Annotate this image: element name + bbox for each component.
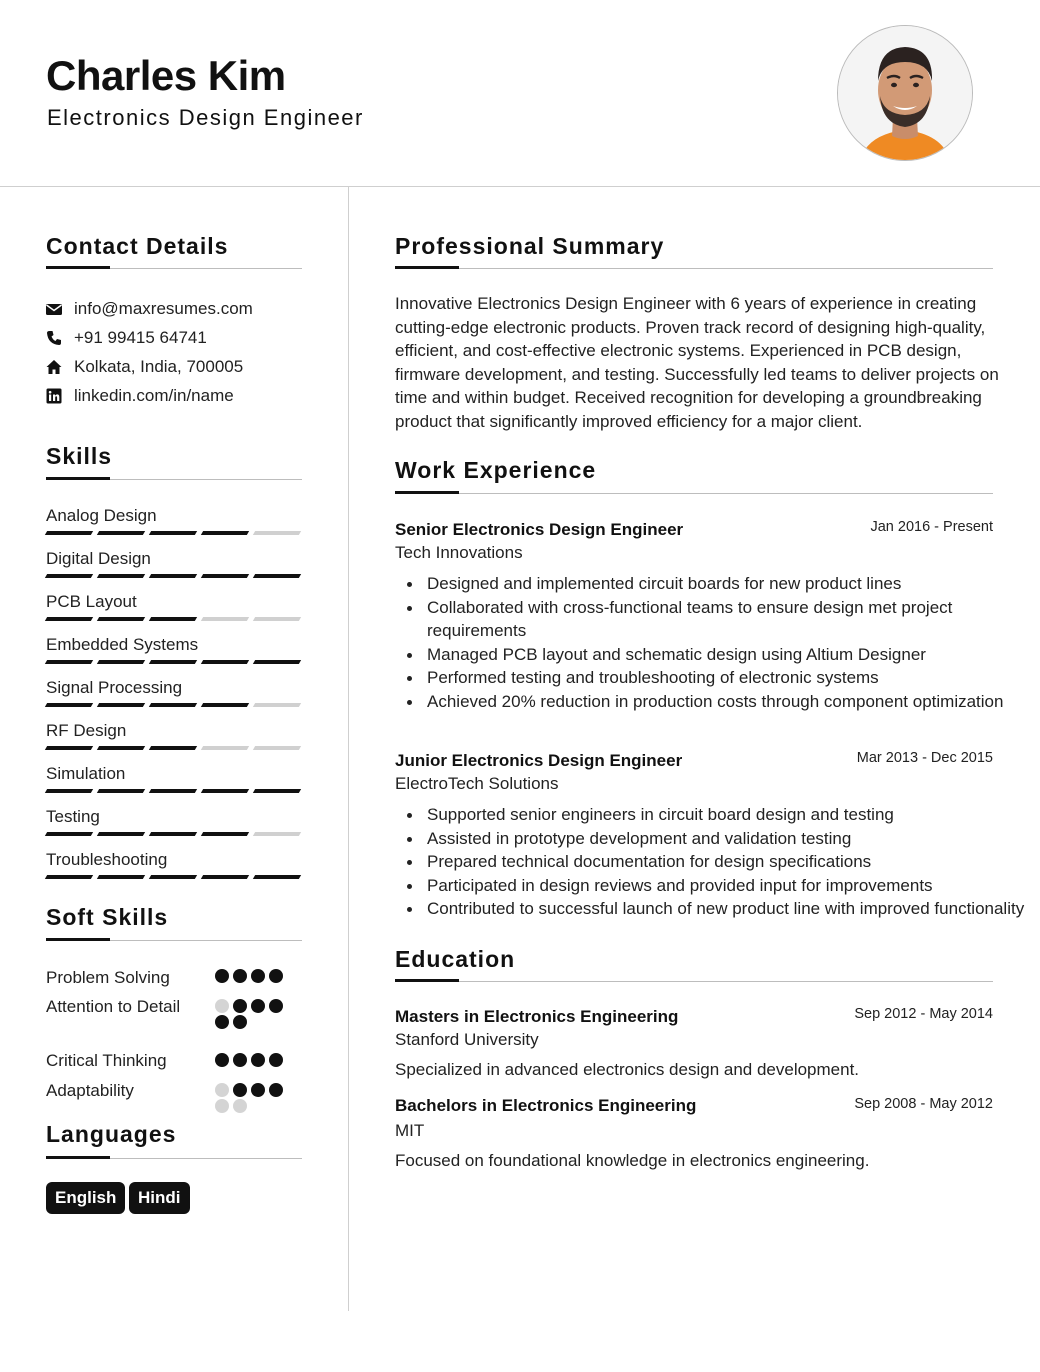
skill-level-segment (201, 875, 249, 879)
skill-level-segment (149, 789, 197, 793)
edu-degree: Masters in Electronics Engineering (395, 1007, 679, 1026)
skill-level-segment (201, 789, 249, 793)
soft-skill-rating (215, 969, 295, 983)
skill-level-bar (46, 617, 302, 621)
skill-label: Digital Design (46, 549, 151, 568)
skill-level-segment (201, 574, 249, 578)
soft-skill-label: Attention to Detail (46, 997, 181, 1016)
languages-heading-rule (46, 1158, 302, 1159)
skill-label: Signal Processing (46, 678, 183, 697)
skill-level-segment (97, 617, 145, 621)
rating-dot (251, 969, 265, 983)
skill-level-segment (97, 660, 145, 664)
skill-label: PCB Layout (46, 592, 137, 611)
skill-item (46, 677, 302, 707)
skill-level-segment (253, 789, 301, 793)
job-company: ElectroTech Solutions (395, 774, 559, 793)
summary-heading: Professional Summary (395, 233, 665, 259)
rating-dot (269, 1083, 283, 1097)
skill-label: Simulation (46, 764, 126, 783)
contact-email[interactable] (46, 299, 253, 319)
skill-level-bar (46, 703, 302, 707)
skill-item (46, 849, 302, 879)
job-bullets (395, 803, 1032, 921)
soft-skills-heading-rule (46, 940, 302, 941)
skill-level-segment (45, 531, 93, 535)
skill-level-segment (253, 660, 301, 664)
language-tag: English (46, 1182, 125, 1214)
soft-skills-heading: Soft Skills (46, 904, 169, 930)
skill-level-segment (97, 746, 145, 750)
experience-heading: Work Experience (395, 457, 597, 483)
contact-linkedin-text: linkedin.com/in/name (74, 386, 234, 405)
rating-dot (233, 1015, 247, 1029)
skill-level-segment (45, 832, 93, 836)
soft-skill-rating (215, 1053, 295, 1067)
skill-level-segment (253, 574, 301, 578)
skill-level-segment (97, 832, 145, 836)
job-bullets (395, 572, 1032, 713)
soft-skill-label: Problem Solving (46, 968, 170, 987)
summary-heading-rule (395, 268, 993, 269)
edu-description: Focused on foundational knowledge in electronics engineering. (395, 1151, 870, 1170)
rating-dot (269, 999, 283, 1013)
skill-item (46, 763, 302, 793)
edu-degree: Bachelors in Electronics Engineering (395, 1096, 697, 1115)
skill-label: RF Design (46, 721, 127, 740)
candidate-title: Electronics Design Engineer (47, 105, 364, 130)
rating-dot (251, 999, 265, 1013)
soft-skill-label: Adaptability (46, 1081, 134, 1100)
job-bullet: Supported senior engineers in circuit board design and testing (427, 803, 1032, 827)
summary-text: Innovative Electronics Design Engineer with 6 years of experience in creating cutting-edge electronic products. Proven track record of designing high-quality, efficient, and cost-effective electronic systems. Experienced in PCB design, firmware development, and testing. Successfully led teams to deliver projects on time and within budget. Received recognition for developing a groundbreaking product that significantly improved efficiency for a major client. (395, 294, 999, 431)
rating-dot (233, 999, 247, 1013)
skill-label: Analog Design (46, 506, 157, 525)
soft-skill-rating (215, 999, 295, 1029)
experience-heading-rule (395, 493, 993, 494)
skill-level-segment (149, 746, 197, 750)
contact-email-text: info@maxresumes.com (74, 299, 253, 318)
skill-level-bar (46, 789, 302, 793)
languages-heading: Languages (46, 1121, 177, 1147)
skill-level-segment (149, 574, 197, 578)
skill-level-segment (149, 832, 197, 836)
rating-dot (215, 1053, 229, 1067)
skill-level-bar (46, 875, 302, 879)
skill-level-segment (201, 660, 249, 664)
rating-dot (251, 1053, 265, 1067)
candidate-name: Charles Kim (46, 52, 286, 99)
skill-level-segment (201, 703, 249, 707)
job-bullet: Collaborated with cross-functional teams to ensure design met project requirements (427, 596, 1032, 643)
skill-level-segment (97, 875, 145, 879)
job-dates: Mar 2013 - Dec 2015 (856, 750, 993, 766)
skill-level-bar (46, 574, 302, 578)
skill-level-segment (253, 832, 301, 836)
skill-level-segment (201, 531, 249, 535)
skills-heading: Skills (46, 443, 113, 469)
skill-level-segment (97, 574, 145, 578)
linkedin-icon (46, 388, 62, 404)
skill-level-bar (46, 832, 302, 836)
resume-header (0, 0, 1040, 187)
skill-level-segment (45, 875, 93, 879)
skill-item (46, 548, 302, 578)
rating-dot (215, 1015, 229, 1029)
job-bullet: Assisted in prototype development and validation testing (427, 827, 1032, 851)
skill-item (46, 806, 302, 836)
skill-level-segment (253, 703, 301, 707)
job-title: Junior Electronics Design Engineer (395, 751, 683, 770)
soft-skill-label: Critical Thinking (46, 1051, 167, 1070)
contact-heading-rule (46, 268, 302, 269)
skill-level-segment (149, 703, 197, 707)
rating-dot (215, 999, 229, 1013)
column-divider (348, 187, 349, 1311)
skill-level-segment (149, 531, 197, 535)
job-bullet: Participated in design reviews and provided input for improvements (427, 874, 1032, 898)
rating-dot (215, 1099, 229, 1113)
rating-dot (233, 1053, 247, 1067)
skill-level-segment (45, 617, 93, 621)
skill-level-segment (97, 703, 145, 707)
skill-level-segment (45, 574, 93, 578)
phone-icon (46, 330, 62, 346)
job-dates: Jan 2016 - Present (870, 519, 993, 535)
job-title: Senior Electronics Design Engineer (395, 520, 684, 539)
job-bullet: Achieved 20% reduction in production costs through component optimization (427, 690, 1032, 714)
skill-level-segment (149, 875, 197, 879)
job-bullet: Contributed to successful launch of new product line with improved functionality (427, 897, 1032, 921)
skill-level-segment (253, 531, 301, 535)
rating-dot (233, 1083, 247, 1097)
contact-location-text: Kolkata, India, 700005 (74, 357, 244, 376)
rating-dot (215, 1083, 229, 1097)
edu-dates: Sep 2012 - May 2014 (854, 1006, 993, 1022)
contact-linkedin[interactable] (46, 386, 234, 406)
job-company: Tech Innovations (395, 543, 523, 562)
education-heading: Education (395, 946, 516, 972)
contact-phone[interactable] (46, 328, 207, 348)
skill-level-segment (97, 789, 145, 793)
skill-item (46, 505, 302, 535)
skill-level-segment (201, 617, 249, 621)
skill-level-bar (46, 746, 302, 750)
education-heading-rule (395, 981, 993, 982)
skill-level-segment (253, 617, 301, 621)
skills-heading-rule (46, 479, 302, 480)
contact-location (46, 357, 243, 377)
skill-level-bar (46, 660, 302, 664)
rating-dot (269, 1053, 283, 1067)
home-icon (46, 359, 62, 375)
rating-dot (233, 969, 247, 983)
job-bullet: Prepared technical documentation for design specifications (427, 850, 1032, 874)
rating-dot (251, 1083, 265, 1097)
profile-photo (837, 25, 973, 161)
skill-level-segment (45, 703, 93, 707)
skill-label: Troubleshooting (46, 850, 168, 869)
skill-level-segment (45, 660, 93, 664)
skill-item (46, 591, 302, 621)
edu-dates: Sep 2008 - May 2012 (854, 1096, 993, 1112)
edu-description: Specialized in advanced electronics design and development. (395, 1060, 860, 1079)
skill-level-segment (45, 746, 93, 750)
rating-dot (215, 969, 229, 983)
language-tag: Hindi (129, 1182, 190, 1214)
envelope-icon (46, 301, 62, 317)
skill-item (46, 634, 302, 664)
soft-skill-rating (215, 1083, 295, 1113)
edu-school: Stanford University (395, 1030, 539, 1049)
skill-level-segment (97, 531, 145, 535)
skill-label: Embedded Systems (46, 635, 199, 654)
skill-level-segment (149, 660, 197, 664)
skill-level-segment (253, 746, 301, 750)
rating-dot (233, 1099, 247, 1113)
job-bullet: Managed PCB layout and schematic design using Altium Designer (427, 643, 1032, 667)
skill-level-segment (201, 832, 249, 836)
job-bullet: Performed testing and troubleshooting of electronic systems (427, 666, 1032, 690)
skill-level-segment (253, 875, 301, 879)
contact-phone-text: +91 99415 64741 (74, 328, 207, 347)
job-bullet: Designed and implemented circuit boards for new product lines (427, 572, 1032, 596)
rating-dot (269, 969, 283, 983)
contact-heading: Contact Details (46, 233, 229, 259)
skill-level-segment (45, 789, 93, 793)
skill-label: Testing (46, 807, 100, 826)
skill-level-segment (201, 746, 249, 750)
edu-school: MIT (395, 1121, 425, 1140)
skill-level-segment (149, 617, 197, 621)
skill-level-bar (46, 531, 302, 535)
skill-item (46, 720, 302, 750)
